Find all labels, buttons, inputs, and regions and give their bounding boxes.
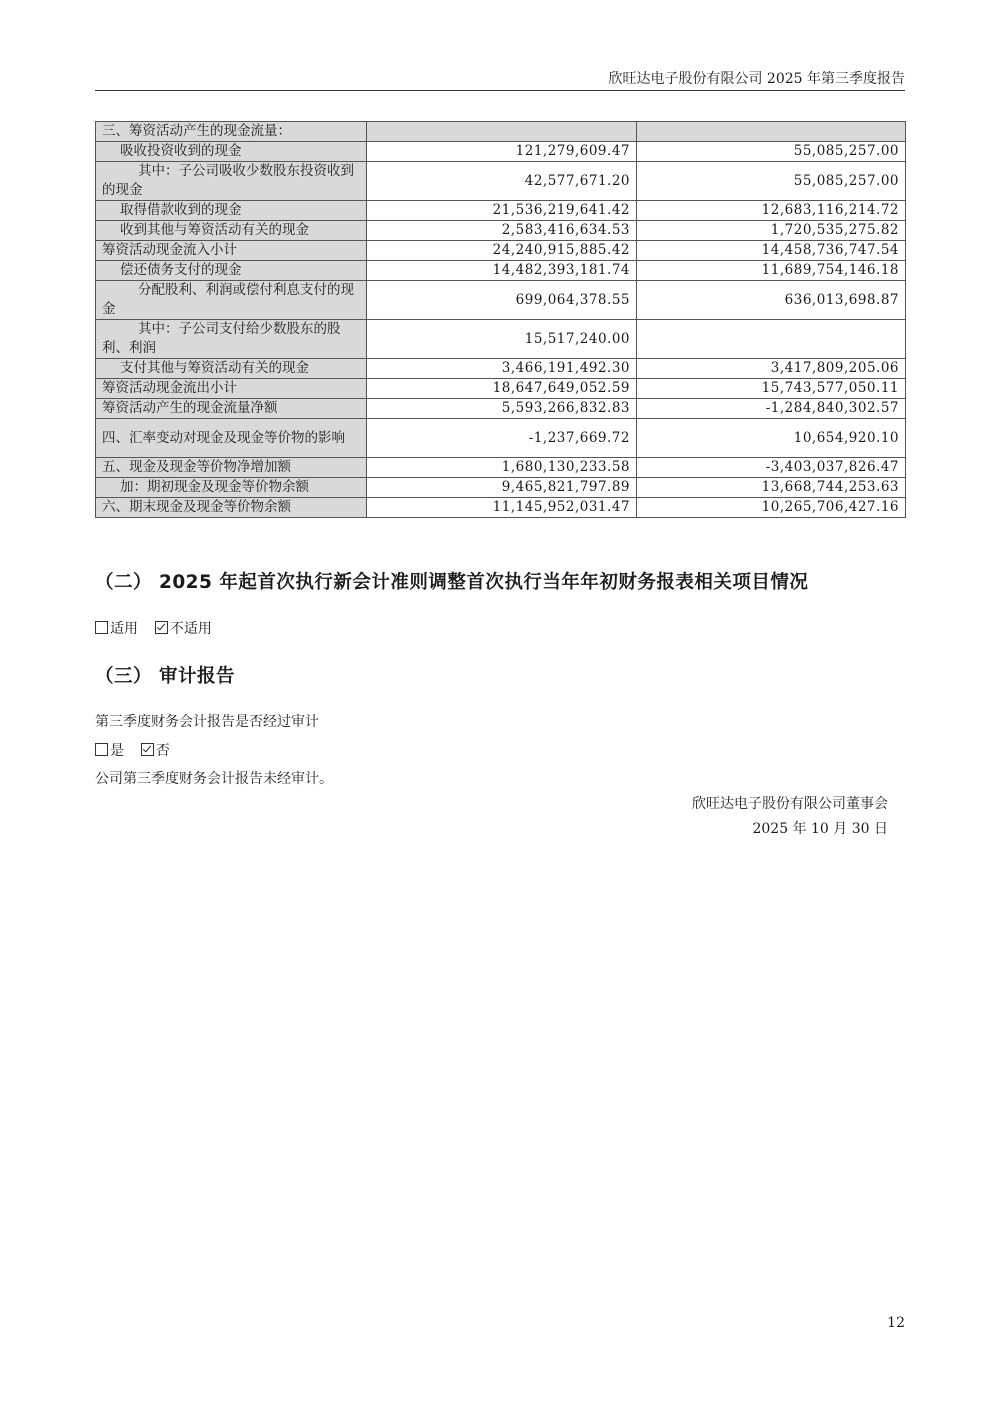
table-row (96, 261, 906, 281)
applicability-options (95, 618, 212, 638)
previous-period-value (637, 122, 906, 142)
audit-no-checkbox[interactable] (141, 743, 154, 756)
current-period-value: 121,279,609.47 (367, 142, 637, 162)
previous-period-value: 10,654,920.10 (637, 419, 906, 458)
current-period-value: 15,517,240.00 (367, 320, 637, 359)
previous-period-value: 10,265,706,427.16 (637, 498, 906, 518)
table-row (96, 359, 906, 379)
row-label: 三、筹资活动产生的现金流量： (96, 122, 367, 142)
row-label: 筹资活动产生的现金流量净额 (96, 399, 367, 419)
row-label: 筹资活动现金流出小计 (96, 379, 367, 399)
table-row (96, 419, 906, 458)
row-label: 加：期初现金及现金等价物余额 (96, 478, 367, 498)
row-label: 筹资活动现金流入小计 (96, 241, 367, 261)
table-row (96, 379, 906, 399)
not-applicable-label: 不适用 (169, 621, 212, 637)
previous-period-value: 11,689,754,146.18 (637, 261, 906, 281)
current-period-value (367, 122, 637, 142)
current-period-value: 42,577,671.20 (367, 162, 637, 201)
current-period-value: 21,536,219,641.42 (367, 201, 637, 221)
current-period-value: 2,583,416,634.53 (367, 221, 637, 241)
applicable-checkbox[interactable] (95, 621, 108, 634)
report-header: 欣旺达电子股份有限公司 2025 年第三季度报告 (95, 68, 905, 91)
row-label: 四、汇率变动对现金及现金等价物的影响 (96, 419, 367, 458)
audit-options (95, 740, 170, 760)
table-row (96, 241, 906, 261)
cash-flow-table-body (96, 122, 906, 518)
table-row (96, 142, 906, 162)
audit-yes-label: 是 (110, 743, 124, 759)
current-period-value: 14,482,393,181.74 (367, 261, 637, 281)
section-3-title: （三） 审计报告 (95, 666, 235, 687)
table-row (96, 201, 906, 221)
previous-period-value: -1,284,840,302.57 (637, 399, 906, 419)
table-row (96, 221, 906, 241)
previous-period-value: 1,720,535,275.82 (637, 221, 906, 241)
audit-yes-checkbox[interactable] (95, 743, 108, 756)
table-row (96, 478, 906, 498)
row-label: 收到其他与筹资活动有关的现金 (96, 221, 367, 241)
audit-question: 第三季度财务会计报告是否经过审计 (95, 714, 319, 730)
table-row (96, 320, 906, 359)
row-label: 偿还债务支付的现金 (96, 261, 367, 281)
current-period-value: 11,145,952,031.47 (367, 498, 637, 518)
table-row (96, 281, 906, 320)
cash-flow-table (95, 121, 906, 518)
current-period-value: 1,680,130,233.58 (367, 458, 637, 478)
current-period-value: 24,240,915,885.42 (367, 241, 637, 261)
audit-no-label: 否 (155, 743, 170, 759)
table-row (96, 458, 906, 478)
table-row (96, 122, 906, 142)
applicable-label: 适用 (110, 621, 138, 637)
row-label: 支付其他与筹资活动有关的现金 (96, 359, 367, 379)
current-period-value: 18,647,649,052.59 (367, 379, 637, 399)
previous-period-value: 3,417,809,205.06 (637, 359, 906, 379)
previous-period-value: 15,743,577,050.11 (637, 379, 906, 399)
row-label: 六、期末现金及现金等价物余额 (96, 498, 367, 518)
previous-period-value: 636,013,698.87 (637, 281, 906, 320)
previous-period-value (637, 320, 906, 359)
current-period-value: 9,465,821,797.89 (367, 478, 637, 498)
audit-statement: 公司第三季度财务会计报告未经审计。 (95, 771, 333, 787)
row-label: 其中：子公司支付给少数股东的股利、利润 (96, 320, 367, 359)
current-period-value: 3,466,191,492.30 (367, 359, 637, 379)
table-row (96, 498, 906, 518)
previous-period-value: -3,403,037,826.47 (637, 458, 906, 478)
row-label: 取得借款收到的现金 (96, 201, 367, 221)
row-label: 吸收投资收到的现金 (96, 142, 367, 162)
previous-period-value: 12,683,116,214.72 (637, 201, 906, 221)
page-number: 12 (887, 1315, 905, 1331)
signature-company: 欣旺达电子股份有限公司董事会 (692, 796, 888, 812)
previous-period-value: 55,085,257.00 (637, 162, 906, 201)
row-label: 五、现金及现金等价物净增加额 (96, 458, 367, 478)
not-applicable-checkbox[interactable] (155, 621, 168, 634)
table-row (96, 162, 906, 201)
signature-date: 2025 年 10 月 30 日 (752, 821, 888, 837)
table-row (96, 399, 906, 419)
previous-period-value: 55,085,257.00 (637, 142, 906, 162)
current-period-value: -1,237,669.72 (367, 419, 637, 458)
current-period-value: 5,593,266,832.83 (367, 399, 637, 419)
previous-period-value: 13,668,744,253.63 (637, 478, 906, 498)
row-label: 其中：子公司吸收少数股东投资收到的现金 (96, 162, 367, 201)
previous-period-value: 14,458,736,747.54 (637, 241, 906, 261)
row-label: 分配股利、利润或偿付利息支付的现金 (96, 281, 367, 320)
current-period-value: 699,064,378.55 (367, 281, 637, 320)
section-2-title: （二） 2025 年起首次执行新会计准则调整首次执行当年年初财务报表相关项目情况 (95, 572, 809, 593)
